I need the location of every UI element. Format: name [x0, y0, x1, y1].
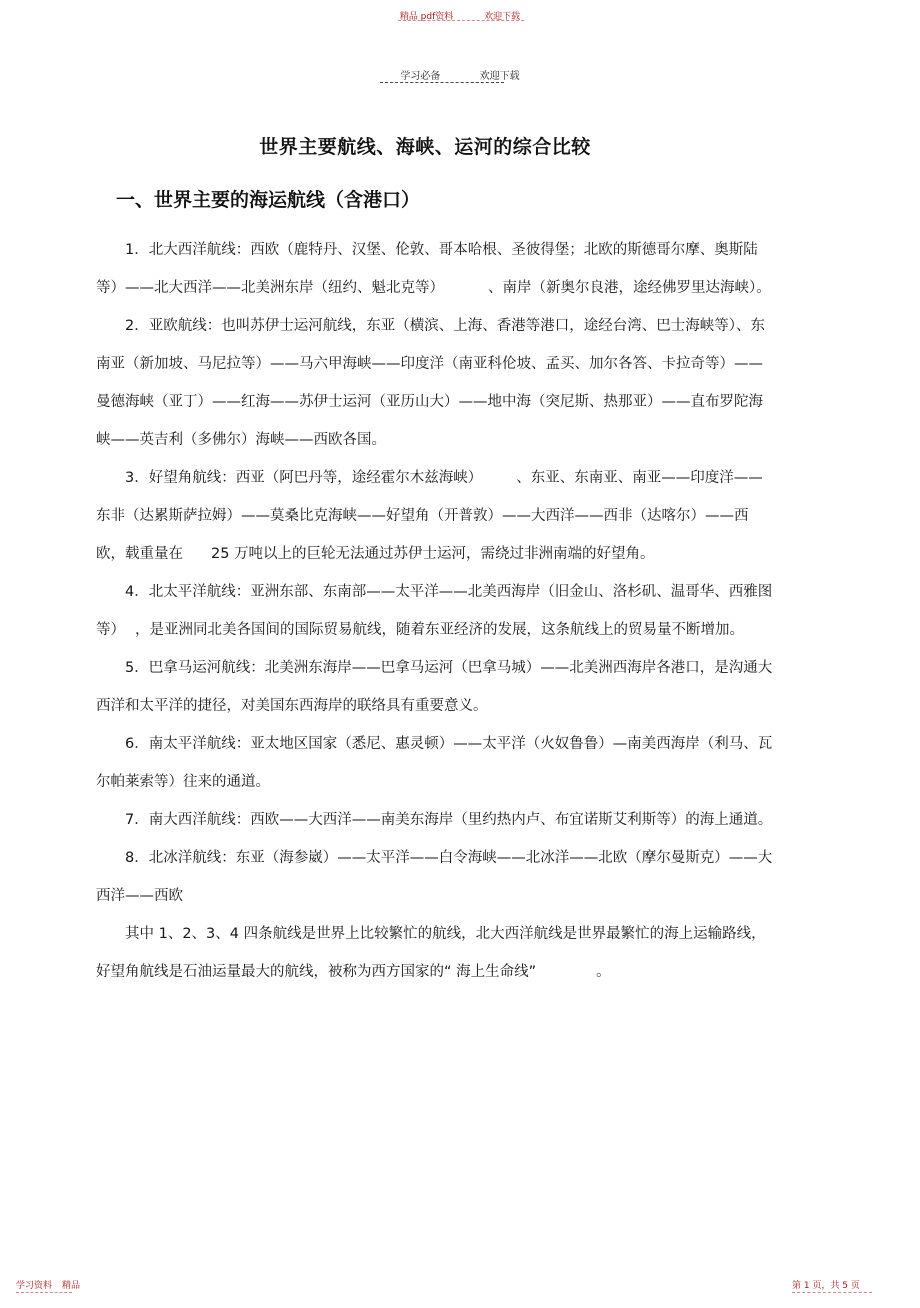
watermark-bottom-left — [16, 1278, 90, 1291]
paragraph-5 — [96, 649, 776, 725]
paragraph-9 — [96, 915, 776, 991]
paragraph-6-text: 6．南太平洋航线：亚太地区国家（悉尼、惠灵顿）——太平洋（火奴鲁鲁）—南美西海岸（利马、瓦尔帕莱索等）往来的通道。 — [96, 736, 773, 790]
watermark-top-left: 精品 pdf资料 — [399, 12, 454, 22]
paragraph-7 — [96, 801, 776, 839]
paragraph-6 — [96, 725, 776, 801]
page-indicator: 第 1 页，共 5 页 — [792, 1281, 860, 1291]
page-header — [0, 67, 920, 82]
paragraph-4 — [96, 573, 776, 649]
paragraph-3 — [96, 459, 776, 573]
paragraph-9-text-b: 。 — [596, 964, 611, 980]
paragraph-9-text-a: 其中 1、2、3、4 四条航线是世界上比较繁忙的航线，北大西洋航线是世界最繁忙的海上运输路线，好望角航线是石油运量最大的航线，被称为西方国家的“ 海上生命线” — [96, 926, 766, 980]
paragraph-8-text: 8．北冰洋航线：东亚（海参崴）——太平洋——白令海峡——北冰洋——北欧（摩尔曼斯克）——大西洋——西欧 — [96, 850, 773, 904]
paragraph-8 — [96, 839, 776, 915]
watermark-top-right: 欢迎下载 — [484, 12, 521, 22]
paragraph-5-text: 5．巴拿马运河航线：北美洲东海岸——巴拿马运河（巴拿马城）——北美洲西海岸各港口，是沟通大西洋和太平洋的捷径，对美国东西海岸的联络具有重要意义。 — [96, 660, 773, 714]
paragraph-3-text-a: 3．好望角航线：西亚（阿巴丹等，途经霍尔木兹海峡） — [125, 470, 483, 486]
watermark-bottom-left-dashes — [16, 1292, 72, 1293]
paragraph-1 — [96, 231, 776, 307]
paragraph-1-text-a: 1．北大西洋航线：西欧（鹿特丹、汉堡、伦敦、哥本哈根、圣彼得堡；北欧的斯德哥尔摩、奥斯陆等）——北大西洋——北美洲东岸（纽约、魁北克等） — [96, 242, 758, 296]
header-right: 欢迎下载 — [479, 71, 520, 82]
watermark-bottom-left-a: 学习资料 — [16, 1281, 53, 1291]
watermark-top-dashes — [398, 20, 524, 23]
paragraph-3-text-c: 25 万吨以上的巨轮无法通过苏伊士运河，需绕过非洲南端的好望角。 — [211, 546, 655, 562]
paragraph-7-text: 7．南大西洋航线：西欧——大西洋——南美东海岸（里约热内卢、布宜诺斯艾利斯等）的海上通道。 — [125, 812, 773, 828]
header-rule — [380, 82, 504, 83]
paragraph-4-text-a: 4．北太平洋航线：亚洲东部、东南部——太平洋——北美西海岸（旧金山、洛杉矶、温哥华、西雅图等） — [96, 584, 773, 638]
section-title: 一、世界主要的海运航线（含港口） — [116, 189, 421, 211]
paragraph-2 — [96, 307, 776, 459]
paragraph-2-text: 2．亚欧航线：也叫苏伊士运河航线，东亚（横滨、上海、香港等港口，途经台湾、巴士海峡等）、东南亚（新加坡、马尼拉等）——马六甲海峡——印度洋（南亚科伦坡、孟买、加尔各答、卡拉奇等）——曼德海峡（亚丁）——红海——苏伊士运河（亚历山大）——地中海（突尼斯、热那亚）——直布罗陀海峡——英吉利（多佛尔）海峡——西欧各国。 — [96, 318, 765, 448]
document-title: 世界主要航线、海峡、运河的综合比较 — [259, 136, 591, 158]
document-body — [96, 231, 776, 991]
paragraph-3-text-b: 、东亚、东南亚、南亚——印度洋——东非（达累斯萨拉姆）——莫桑比克海峡——好望角（开普敦）——大西洋——西非（达喀尔）——西欧，载重量在 — [96, 470, 763, 562]
paragraph-1-text-b: 、南岸（新奥尔良港，途经佛罗里达海峡）。 — [488, 280, 771, 296]
paragraph-4-text-b: ，是亚洲同北美各国间的国际贸易航线，随着东亚经济的发展，这条航线上的贸易量不断增加。 — [135, 622, 744, 638]
watermark-bottom-left-b: 精品 — [62, 1281, 81, 1291]
header-left: 学习必备 — [400, 71, 441, 82]
watermark-bottom-right-dashes — [792, 1292, 872, 1293]
